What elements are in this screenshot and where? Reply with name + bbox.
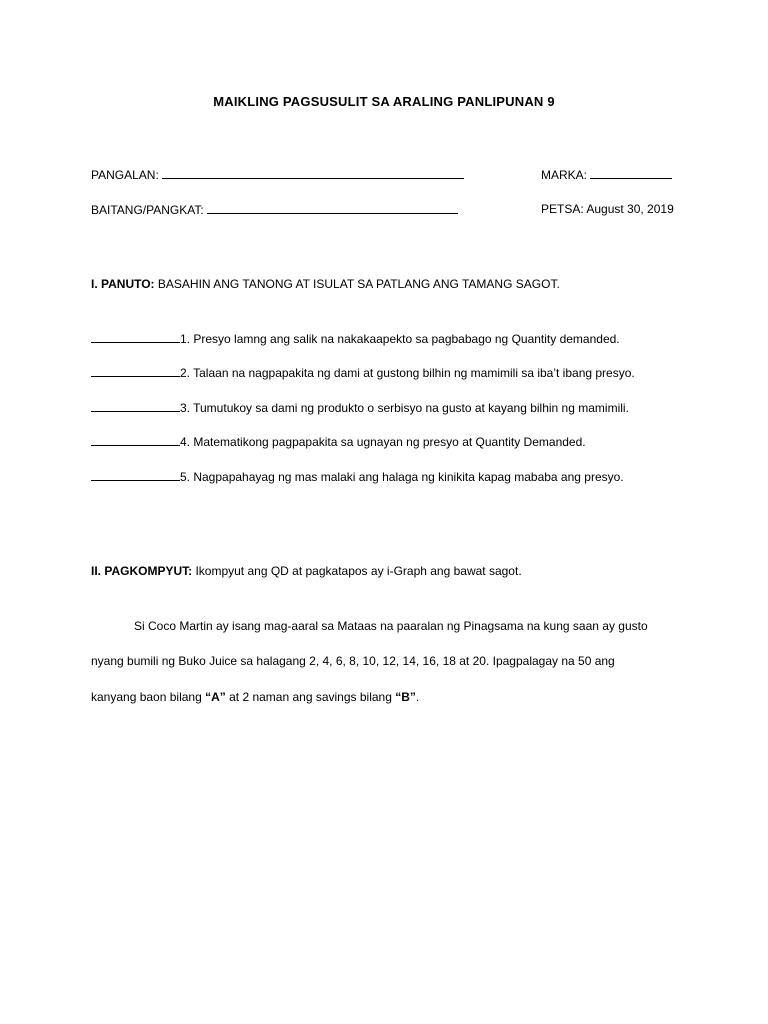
part2-heading (91, 563, 522, 579)
name-field (91, 166, 464, 183)
page-title: MAIKLING PAGSUSULIT SA ARALING PANLIPUNAN 9 (213, 94, 555, 109)
question-text-3: 3. Tumutukoy sa dami ng produkto o serbisyo na gusto at kayang bilhin ng mamimili. (180, 401, 629, 415)
part1-heading-bold: I. PANUTO: (91, 277, 155, 291)
name-label: PANGALAN: (91, 168, 159, 182)
para-variable-b: “B” (395, 690, 416, 704)
date-label: PETSA: August 30, 2019 (541, 202, 674, 216)
question-item (91, 330, 620, 347)
problem-paragraph-line-1: Si Coco Martin ay isang mag-aaral sa Mataas na paaralan ng Pinagsama na kung saan ay gusto (134, 619, 648, 633)
question-text-1: 1. Presyo lamng ang salik na nakakaapekto sa pagbabago ng Quantity demanded. (180, 332, 620, 346)
answer-blank-3[interactable] (91, 399, 180, 412)
part2-heading-bold: II. PAGKOMPYUT: (91, 564, 193, 578)
question-item (91, 399, 629, 416)
answer-blank-5[interactable] (91, 468, 180, 481)
problem-paragraph-line-2: nyang bumili ng Buko Juice sa halagang 2, 4, 6, 8, 10, 12, 14, 16, 18 at 20. Ipagpalagay na 50 ang (91, 654, 615, 668)
question-item (91, 468, 624, 485)
grade-label: BAITANG/PANGKAT: (91, 203, 204, 217)
para-text: . (415, 690, 420, 704)
para-text: kanyang baon bilang (91, 690, 206, 704)
para-text: at 2 naman ang savings bilang (225, 690, 396, 704)
part2-heading-text: Ikompyut ang QD at pagkatapos ay i-Graph ang bawat sagot. (192, 564, 522, 578)
part1-heading (91, 276, 560, 292)
date-field (541, 201, 674, 217)
answer-blank-4[interactable] (91, 433, 180, 446)
answer-blank-2[interactable] (91, 364, 180, 377)
score-label: MARKA: (541, 168, 588, 182)
score-field (541, 166, 672, 183)
question-item (91, 364, 635, 381)
question-text-4: 4. Matematikong pagpapakita sa ugnayan ng presyo at Quantity Demanded. (180, 435, 586, 449)
grade-field (91, 201, 458, 218)
question-text-2: 2. Talaan na nagpapakita ng dami at gustong bilhin ng mamimili sa iba’t ibang presyo. (180, 366, 635, 380)
grade-blank[interactable] (207, 201, 458, 214)
para-variable-a: “A” (205, 690, 226, 704)
part1-heading-text: BASAHIN ANG TANONG AT ISULAT SA PATLANG ANG TAMANG SAGOT. (154, 277, 560, 291)
problem-paragraph-line-3 (91, 689, 691, 705)
score-blank[interactable] (590, 166, 672, 179)
answer-blank-1[interactable] (91, 330, 180, 343)
name-blank[interactable] (162, 166, 464, 179)
question-text-5: 5. Nagpapahayag ng mas malaki ang halaga ng kinikita kapag mababa ang presyo. (180, 470, 624, 484)
question-item (91, 433, 586, 450)
